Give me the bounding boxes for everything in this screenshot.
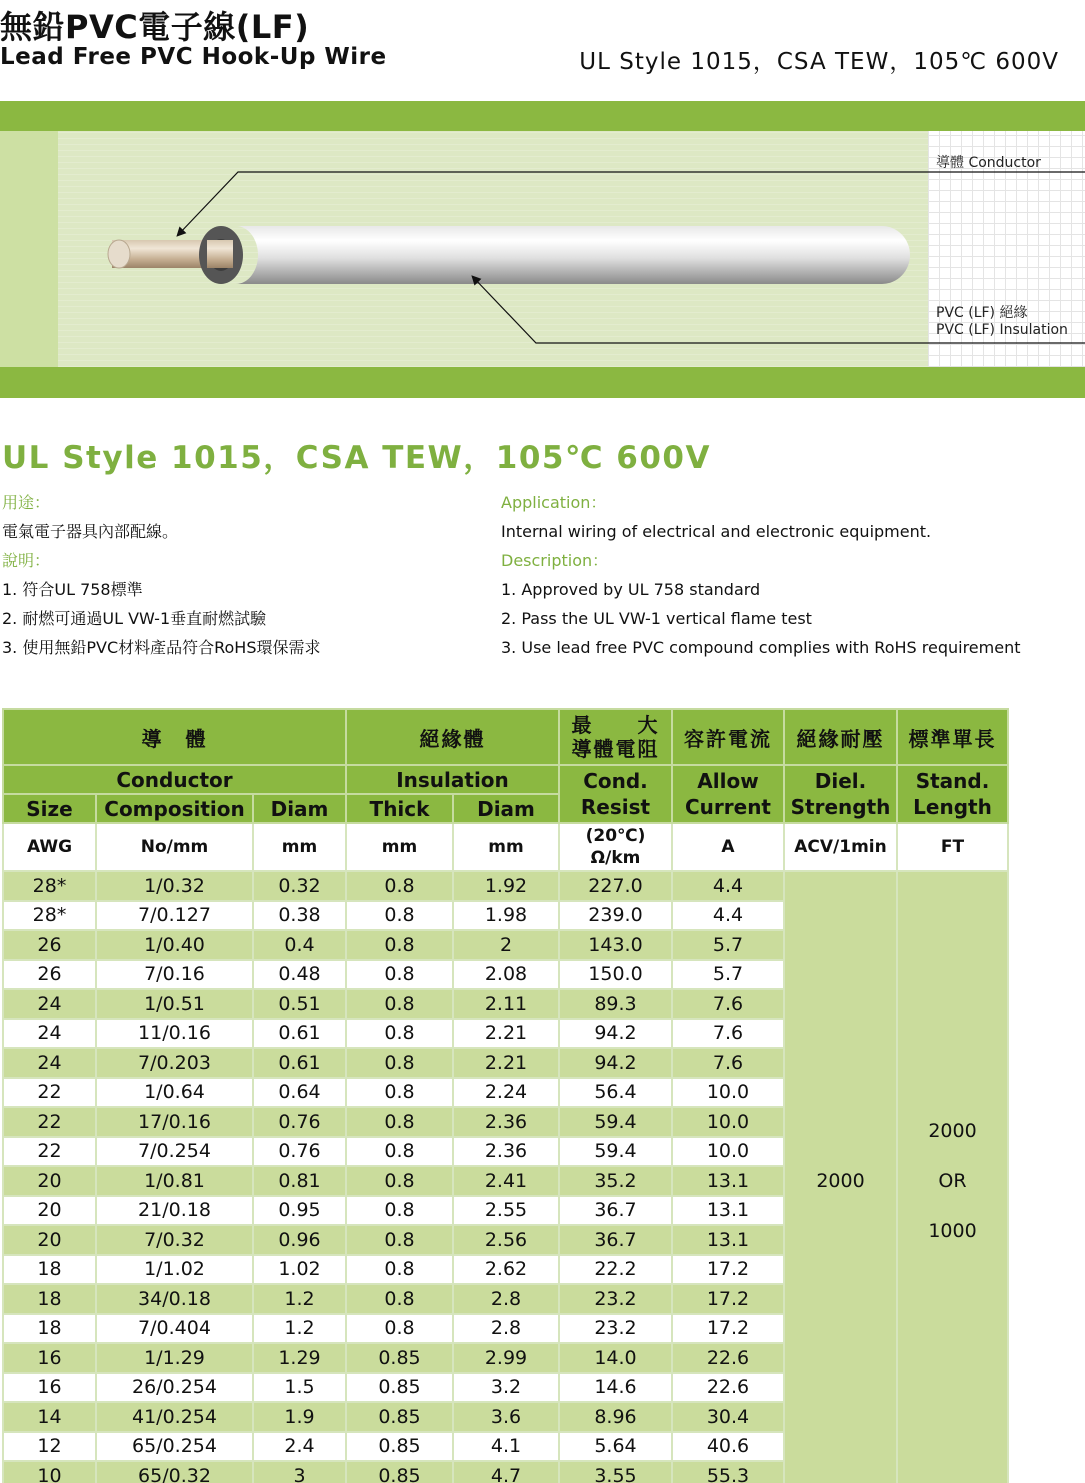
cell-composition: 65/0.32 [96,1461,253,1483]
cell-resist: 14.6 [559,1373,672,1403]
cell-ins-diam: 1.92 [453,871,559,901]
cell-ins-diam: 2.62 [453,1255,559,1285]
cell-composition: 1/0.51 [96,989,253,1019]
cell-current: 30.4 [672,1402,784,1432]
cell-ins-thick: 0.8 [346,1255,453,1285]
standard-length-line2: OR [938,1170,967,1192]
cell-ins-thick: 0.8 [346,1019,453,1049]
description-item-en: 2. Pass the UL VW-1 vertical flame test [501,609,812,628]
unit-size: AWG [3,823,96,871]
header-composition: Composition [96,794,253,823]
table-row [3,871,1008,901]
header-insulation-en: Insulation [346,765,559,794]
header-ins-diam: Diam [453,794,559,823]
cell-composition: 65/0.254 [96,1432,253,1462]
cell-cond-diam: 0.95 [253,1196,346,1226]
cell-ins-diam: 4.1 [453,1432,559,1462]
cell-size: 16 [3,1373,96,1403]
cell-ins-diam: 2.36 [453,1137,559,1167]
cell-current: 4.4 [672,871,784,901]
cell-current: 55.3 [672,1461,784,1483]
cell-resist: 89.3 [559,989,672,1019]
conductor-callout-label: 導體 Conductor [936,155,1041,171]
cell-ins-diam: 2.24 [453,1078,559,1108]
cell-composition: 26/0.254 [96,1373,253,1403]
cell-resist: 59.4 [559,1107,672,1137]
header-resist-zh [559,709,672,765]
header-row-zh [3,709,1008,765]
application-text-en: Internal wiring of electrical and electronic equipment. [501,522,932,541]
cell-resist: 23.2 [559,1284,672,1314]
cell-current: 13.1 [672,1166,784,1196]
header-current-zh: 容許電流 [672,709,784,765]
units-row [3,823,1008,871]
cell-cond-diam: 1.2 [253,1284,346,1314]
cell-size: 20 [3,1166,96,1196]
cell-cond-diam: 0.4 [253,930,346,960]
cell-current: 10.0 [672,1137,784,1167]
cell-ins-thick: 0.8 [346,1137,453,1167]
description-item-en: 1. Approved by UL 758 standard [501,580,761,599]
cell-size: 18 [3,1284,96,1314]
cell-cond-diam: 1.2 [253,1314,346,1344]
cell-ins-diam: 2 [453,930,559,960]
cell-ins-thick: 0.85 [346,1432,453,1462]
cell-ins-diam: 2.08 [453,960,559,990]
cell-ins-diam: 4.7 [453,1461,559,1483]
page-title-en: Lead Free PVC Hook-Up Wire [0,44,387,70]
unit-current: A [672,823,784,871]
description-label-en: Description： [501,551,609,570]
cell-composition: 17/0.16 [96,1107,253,1137]
header-conductor-zh: 導 體 [3,709,346,765]
cell-composition: 7/0.32 [96,1225,253,1255]
application-label-en: Application： [501,493,607,512]
cell-current: 7.6 [672,989,784,1019]
cell-composition: 1/1.29 [96,1343,253,1373]
cell-size: 26 [3,930,96,960]
cell-resist: 35.2 [559,1166,672,1196]
cell-ins-diam: 3.2 [453,1373,559,1403]
cell-resist: 150.0 [559,960,672,990]
cell-resist: 94.2 [559,1048,672,1078]
cell-size: 10 [3,1461,96,1483]
cell-ins-thick: 0.8 [346,1284,453,1314]
header-resist-en-line1: Cond. [583,769,648,793]
cell-current: 7.6 [672,1048,784,1078]
header-current-en-line1: Allow [697,769,759,793]
cell-size: 20 [3,1225,96,1255]
header-length-en [897,765,1008,823]
cell-cond-diam: 0.51 [253,989,346,1019]
cell-size: 14 [3,1402,96,1432]
cell-composition: 7/0.254 [96,1137,253,1167]
cell-current: 17.2 [672,1284,784,1314]
cell-size: 24 [3,989,96,1019]
unit-length: FT [897,823,1008,871]
cell-composition: 1/0.64 [96,1078,253,1108]
cell-resist: 36.7 [559,1196,672,1226]
cell-composition: 7/0.16 [96,960,253,990]
cell-resist: 8.96 [559,1402,672,1432]
cell-cond-diam: 0.76 [253,1137,346,1167]
cell-ins-thick: 0.85 [346,1343,453,1373]
insulation-label-zh: PVC (LF) 絕緣 [936,305,1028,321]
cell-cond-diam: 1.29 [253,1343,346,1373]
cell-ins-thick: 0.8 [346,901,453,931]
cell-current: 13.1 [672,1225,784,1255]
cell-ins-thick: 0.8 [346,1196,453,1226]
cell-cond-diam: 0.61 [253,1019,346,1049]
cell-current: 4.4 [672,901,784,931]
product-banner [0,101,1085,398]
cell-resist: 227.0 [559,871,672,901]
cell-ins-thick: 0.8 [346,871,453,901]
cell-current: 5.7 [672,960,784,990]
cell-resist: 94.2 [559,1019,672,1049]
cell-composition: 1/0.81 [96,1166,253,1196]
cell-cond-diam: 0.81 [253,1166,346,1196]
header-length-zh: 標準單長 [897,709,1008,765]
header-resist-en [559,765,672,823]
cell-cond-diam: 2.4 [253,1432,346,1462]
header-diel-en [784,765,897,823]
cell-current: 17.2 [672,1314,784,1344]
page-title-zh: 無鉛PVC電子線(LF) [0,8,310,46]
unit-resist [559,823,672,871]
cell-ins-thick: 0.8 [346,989,453,1019]
cell-composition: 7/0.404 [96,1314,253,1344]
header-diel-zh: 絕緣耐壓 [784,709,897,765]
cell-ins-diam: 2.41 [453,1166,559,1196]
cell-ins-diam: 2.21 [453,1019,559,1049]
cell-size: 20 [3,1196,96,1226]
cell-size: 16 [3,1343,96,1373]
cell-size: 18 [3,1314,96,1344]
cell-current: 22.6 [672,1373,784,1403]
cell-ins-diam: 3.6 [453,1402,559,1432]
unit-cond-diam: mm [253,823,346,871]
unit-composition: No/mm [96,823,253,871]
unit-resist-line1: (20℃) [585,826,646,846]
cell-cond-diam: 0.61 [253,1048,346,1078]
cell-resist: 36.7 [559,1225,672,1255]
insulation-callout-label [936,305,1068,339]
cell-current: 10.0 [672,1107,784,1137]
cell-size: 24 [3,1048,96,1078]
banner-bottom-bar [0,367,1085,398]
cell-current: 7.6 [672,1019,784,1049]
header-resist-zh-line1: 最 大 [571,713,660,737]
unit-ins-thick: mm [346,823,453,871]
cell-size: 28* [3,871,96,901]
cell-ins-diam: 2.8 [453,1314,559,1344]
cell-resist: 14.0 [559,1343,672,1373]
description-label-zh: 說明： [2,551,51,570]
header-resist-zh-line2: 導體電阻 [571,737,660,761]
header-length-en-line2: Length [913,795,992,819]
header-row-en-group [3,765,1008,794]
cell-ins-thick: 0.8 [346,1078,453,1108]
application-label-zh: 用途： [2,493,51,512]
spec-table-body [3,871,1008,1483]
description-item-en: 3. Use lead free PVC compound complies with RoHS requirement [501,638,1021,657]
cell-cond-diam: 3 [253,1461,346,1483]
application-text-zh: 電氣電子器具內部配線。 [2,522,179,541]
cell-size: 28* [3,901,96,931]
cell-cond-diam: 0.38 [253,901,346,931]
header-size: Size [3,794,96,823]
cell-resist: 3.55 [559,1461,672,1483]
cell-ins-thick: 0.8 [346,1107,453,1137]
cell-ins-thick: 0.8 [346,1048,453,1078]
header-current-en-line2: Current [684,795,771,819]
description-en [501,488,1021,662]
cell-size: 26 [3,960,96,990]
cell-ins-diam: 2.21 [453,1048,559,1078]
cell-ins-thick: 0.85 [346,1402,453,1432]
standard-length-line1: 2000 [928,1120,977,1142]
cell-current: 10.0 [672,1078,784,1108]
cell-cond-diam: 0.64 [253,1078,346,1108]
cell-current: 22.6 [672,1343,784,1373]
cell-composition: 11/0.16 [96,1019,253,1049]
cell-cond-diam: 1.5 [253,1373,346,1403]
spec-table [2,708,1009,1483]
header-current-en [672,765,784,823]
cell-cond-diam: 1.9 [253,1402,346,1432]
cell-resist: 143.0 [559,930,672,960]
cell-cond-diam: 0.32 [253,871,346,901]
standard-length-line3: 1000 [928,1220,977,1242]
cell-composition: 1/1.02 [96,1255,253,1285]
cell-resist: 23.2 [559,1314,672,1344]
header-diel-en-line2: Strength [790,795,891,819]
standard-rating: UL Style 1015，CSA TEW，105℃ 600V [579,49,1059,75]
header-resist-en-line2: Resist [580,795,651,819]
description-zh [2,488,321,662]
cell-composition: 34/0.18 [96,1284,253,1314]
header-length-en-line1: Stand. [915,769,990,793]
header-diel-en-line1: Diel. [814,769,867,793]
spec-heading: UL Style 1015，CSA TEW，105℃ 600V [2,440,711,476]
cell-ins-thick: 0.8 [346,1314,453,1344]
cell-composition: 41/0.254 [96,1402,253,1432]
cell-ins-thick: 0.8 [346,960,453,990]
description-item-zh: 2. 耐燃可通過UL VW-1垂直耐燃試驗 [2,609,267,628]
cell-resist: 5.64 [559,1432,672,1462]
cell-ins-diam: 1.98 [453,901,559,931]
cell-composition: 21/0.18 [96,1196,253,1226]
header-conductor-en: Conductor [3,765,346,794]
cell-ins-diam: 2.55 [453,1196,559,1226]
cell-composition: 1/0.32 [96,871,253,901]
header-cond-diam: Diam [253,794,346,823]
cell-size: 22 [3,1137,96,1167]
cell-ins-thick: 0.85 [346,1461,453,1483]
header-ins-thick: Thick [346,794,453,823]
cell-size: 22 [3,1078,96,1108]
description-item-zh: 3. 使用無鉛PVC材料產品符合RoHS環保需求 [2,638,321,657]
cell-size: 24 [3,1019,96,1049]
header-insulation-zh: 絕緣體 [346,709,559,765]
description-item-zh: 1. 符合UL 758標準 [2,580,143,599]
cell-ins-thick: 0.85 [346,1373,453,1403]
cell-ins-thick: 0.8 [346,930,453,960]
cell-cond-diam: 0.48 [253,960,346,990]
cell-ins-thick: 0.8 [346,1225,453,1255]
cell-diel-strength-merged: 2000 [784,871,897,1483]
cell-cond-diam: 0.96 [253,1225,346,1255]
unit-resist-line2: Ω/km [590,848,641,868]
cell-ins-diam: 2.99 [453,1343,559,1373]
cell-current: 5.7 [672,930,784,960]
cell-cond-diam: 0.76 [253,1107,346,1137]
banner-top-bar [0,101,1085,131]
unit-diel: ACV/1min [784,823,897,871]
cell-current: 17.2 [672,1255,784,1285]
cell-resist: 59.4 [559,1137,672,1167]
insulation-label-en: PVC (LF) Insulation [936,322,1068,338]
cell-ins-diam: 2.11 [453,989,559,1019]
wire-illustration [0,131,1085,367]
unit-ins-diam: mm [453,823,559,871]
cell-resist: 22.2 [559,1255,672,1285]
cell-current: 13.1 [672,1196,784,1226]
cell-composition: 1/0.40 [96,930,253,960]
cell-resist: 239.0 [559,901,672,931]
cell-current: 40.6 [672,1432,784,1462]
cell-ins-thick: 0.8 [346,1166,453,1196]
cell-ins-diam: 2.8 [453,1284,559,1314]
cell-resist: 56.4 [559,1078,672,1108]
cell-ins-diam: 2.56 [453,1225,559,1255]
cell-ins-diam: 2.36 [453,1107,559,1137]
cell-size: 22 [3,1107,96,1137]
cell-size: 18 [3,1255,96,1285]
cell-composition: 7/0.203 [96,1048,253,1078]
cell-composition: 7/0.127 [96,901,253,931]
cell-cond-diam: 1.02 [253,1255,346,1285]
cell-size: 12 [3,1432,96,1462]
cell-standard-length-merged [897,871,1008,1483]
